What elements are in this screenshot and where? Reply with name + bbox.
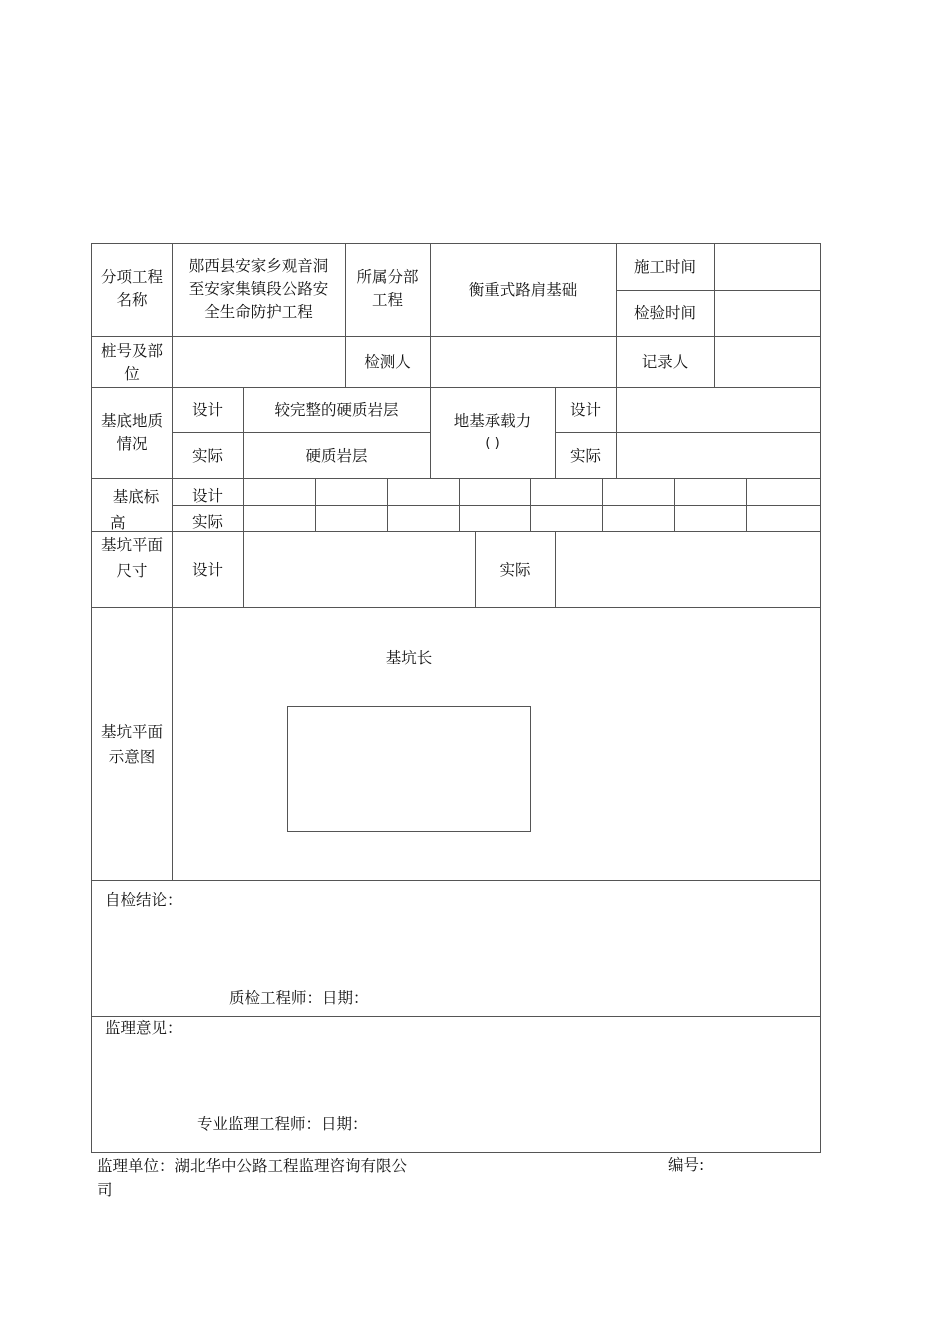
supervision-signature: 专业监理工程师：日期： xyxy=(197,1115,368,1133)
row-divider xyxy=(555,432,821,433)
row-divider xyxy=(91,387,821,388)
pit-size-label: 基坑平面 尺寸 xyxy=(100,536,163,580)
inspection-time-label: 检验时间 xyxy=(633,304,696,322)
row-divider xyxy=(172,432,430,433)
elevation-actual-label: 实际 xyxy=(191,513,223,531)
row-divider xyxy=(172,505,821,506)
row-divider xyxy=(91,1016,821,1017)
elevation-design-label: 设计 xyxy=(191,487,223,505)
pit-size-design-label: 设计 xyxy=(191,561,223,579)
geology-label: 基底地质 情况 xyxy=(100,412,163,453)
form-number-label: 编号: xyxy=(668,1156,705,1174)
division-label: 所属分部 工程 xyxy=(356,268,419,309)
geology-design-label: 设计 xyxy=(191,401,223,419)
bearing-design-label: 设计 xyxy=(569,401,601,419)
column-divider xyxy=(616,387,617,478)
station-label: 桩号及部 位 xyxy=(100,342,163,383)
column-divider xyxy=(746,478,747,531)
column-divider xyxy=(714,243,715,387)
geology-actual-value: 硬质岩层 xyxy=(305,447,368,465)
column-divider xyxy=(674,478,675,531)
self-check-label: 自检结论： xyxy=(105,891,183,909)
row-divider xyxy=(91,478,821,479)
column-divider xyxy=(555,531,556,607)
pit-diagram-label: 基坑平面 示意图 xyxy=(100,723,163,766)
sub-project-label: 分项工程 名称 xyxy=(100,268,163,309)
bearing-capacity-label: 地基承载力 xyxy=(453,412,532,430)
column-divider xyxy=(459,478,460,531)
row-divider xyxy=(91,336,821,337)
pit-length-label: 基坑长 xyxy=(385,649,433,667)
elevation-label: 基底标 高 xyxy=(110,488,160,532)
pit-plan-rectangle xyxy=(287,706,531,832)
bearing-actual-label: 实际 xyxy=(569,447,601,465)
row-divider xyxy=(91,880,821,881)
geology-design-value: 较完整的硬质岩层 xyxy=(274,401,399,419)
column-divider xyxy=(530,478,531,531)
supervision-unit: 监理单位：湖北华中公路工程监理咨询有限公 司 xyxy=(97,1157,408,1199)
row-divider xyxy=(616,290,821,291)
supervision-label: 监理意见： xyxy=(105,1019,183,1037)
column-divider xyxy=(387,478,388,531)
project-name: 郧西县安家乡观音洞 至安家集镇段公路安 全生命防护工程 xyxy=(188,257,329,321)
column-divider xyxy=(315,478,316,531)
construction-time-label: 施工时间 xyxy=(633,258,696,276)
inspector-label: 检测人 xyxy=(364,353,411,371)
column-divider xyxy=(602,478,603,531)
self-check-signature: 质检工程师：日期： xyxy=(229,989,369,1007)
row-divider xyxy=(91,607,821,608)
pit-size-actual-label: 实际 xyxy=(499,561,531,579)
geology-actual-label: 实际 xyxy=(191,447,223,465)
recorder-label: 记录人 xyxy=(641,353,689,371)
bearing-capacity-unit: ( ) xyxy=(485,436,500,451)
division-value: 衡重式路肩基础 xyxy=(468,281,578,299)
